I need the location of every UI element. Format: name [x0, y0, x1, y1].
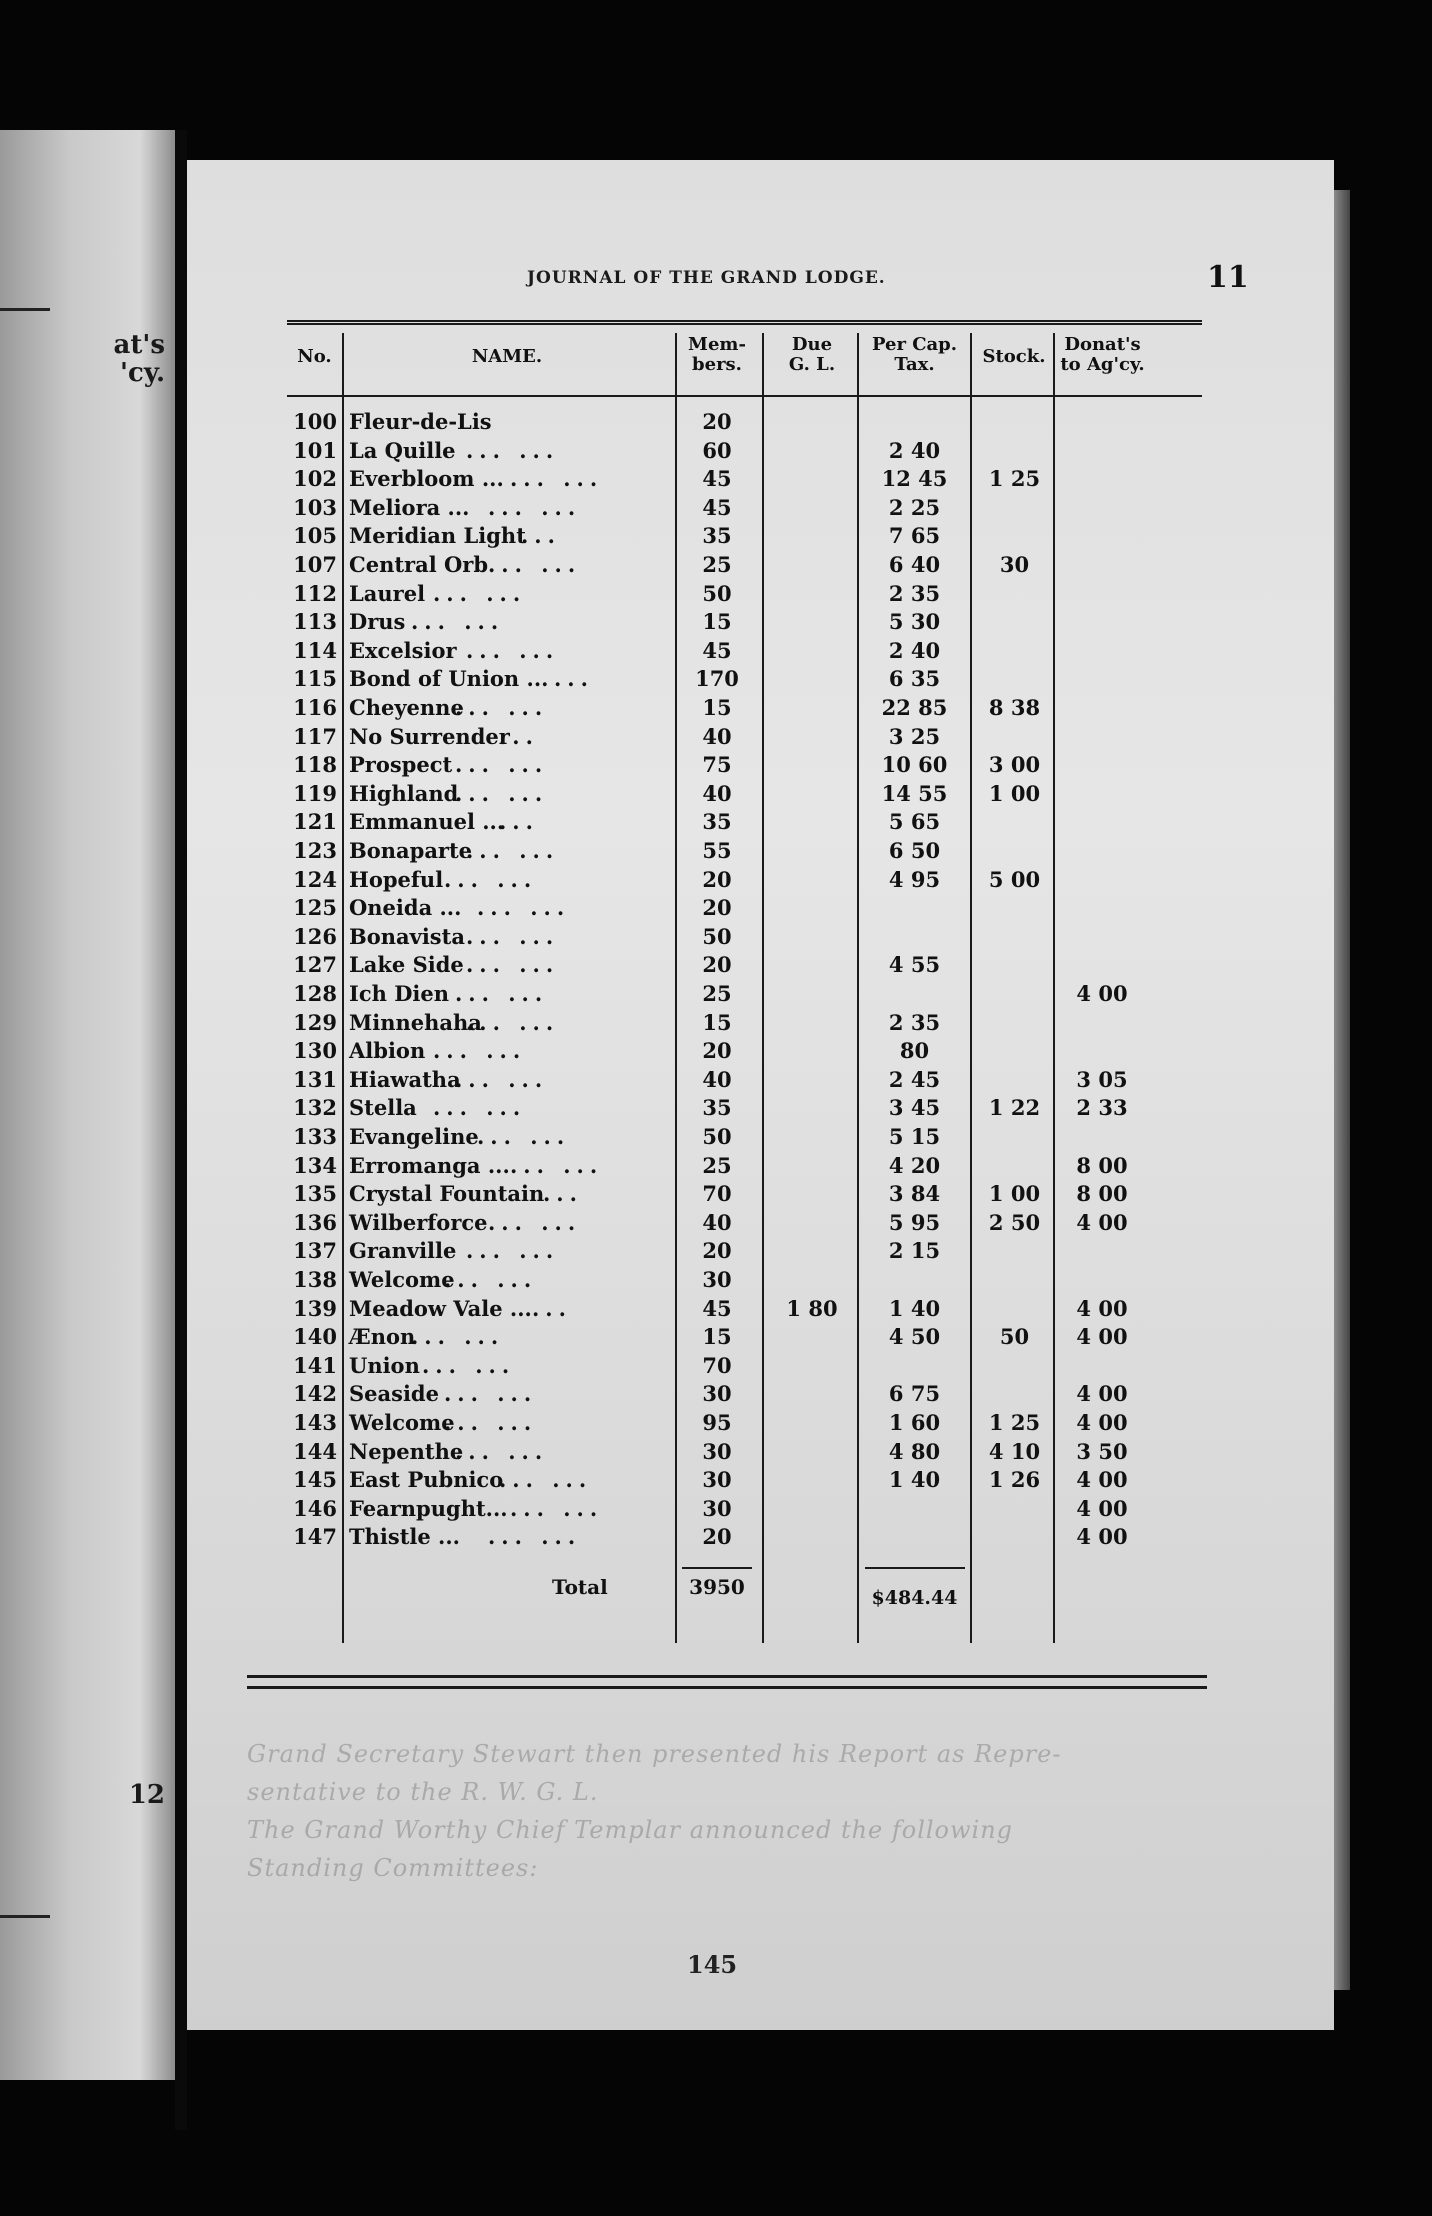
- lodge-name: Hopeful: [349, 866, 444, 892]
- leader-dots: ... ...: [477, 1124, 571, 1149]
- lodge-name: Bond of Union ...: [349, 666, 549, 692]
- stock-cell: 8 38: [988, 695, 1041, 720]
- members-cell: 35: [702, 809, 732, 835]
- members-cell: 40: [702, 780, 732, 806]
- lodge-number: 125: [293, 895, 337, 921]
- lodge-name: Drus: [349, 609, 406, 635]
- stock-cell: 1 22: [988, 1095, 1041, 1121]
- table-row: [287, 1324, 1202, 1352]
- members-cell: 55: [702, 838, 732, 863]
- stock-cell: 1 26: [988, 1467, 1041, 1493]
- members-cell: 25: [702, 981, 732, 1006]
- leader-dots: ... ...: [488, 552, 582, 577]
- header-due: [772, 335, 852, 375]
- lodge-number: 107: [293, 552, 337, 577]
- members-cell: 70: [702, 1181, 732, 1207]
- lodge-name: La Quille: [349, 437, 456, 463]
- total-label: Total: [552, 1575, 608, 1599]
- left-page-text-3: 12: [128, 1780, 165, 1810]
- header-members-line1: Mem-: [688, 334, 746, 355]
- stock-cell: 1 25: [988, 1410, 1041, 1435]
- members-cell: 30: [702, 1467, 732, 1493]
- leader-dots: ... ...: [444, 1381, 538, 1407]
- per-cap-tax-cell: 2 40: [888, 637, 941, 663]
- lodge-name: Welcome: [349, 1410, 455, 1435]
- stock-cell: 5 00: [988, 866, 1041, 892]
- table-row: [287, 752, 1202, 780]
- members-cell: 20: [702, 1524, 732, 1550]
- lodge-name: Nepenthe: [349, 1438, 464, 1464]
- members-cell: 45: [702, 466, 732, 492]
- table-row: [287, 1524, 1202, 1552]
- lodge-name: Seaside: [349, 1381, 439, 1407]
- lodge-name: Central Orb: [349, 552, 489, 577]
- leader-dots: ... ...: [444, 866, 538, 892]
- leader-dots: ... ...: [466, 952, 560, 978]
- leader-dots: ... ...: [466, 1009, 560, 1035]
- lodge-number: 136: [293, 1209, 337, 1235]
- leader-dots: ...: [543, 1181, 583, 1207]
- lodge-name: Fleur-de-Lis: [349, 409, 492, 434]
- left-page-text-1: at's: [113, 330, 165, 360]
- leader-dots: ... ...: [422, 1352, 516, 1378]
- donation-cell: 4 00: [1076, 1295, 1128, 1321]
- lodge-name: Ich Dien: [349, 981, 450, 1006]
- leader-dots: ... ...: [477, 895, 571, 921]
- lodge-number: 141: [293, 1352, 337, 1378]
- lodge-name: Stella: [349, 1095, 417, 1121]
- members-cell: 50: [702, 580, 732, 606]
- table-row: [287, 952, 1202, 980]
- lodge-number: 118: [293, 752, 337, 778]
- book-gutter: [175, 130, 187, 2130]
- table-row: [287, 609, 1202, 637]
- leader-dots: ... ...: [466, 637, 560, 663]
- lodge-number: 135: [293, 1181, 337, 1207]
- members-cell: 40: [702, 1209, 732, 1235]
- leader-dots: ... ...: [466, 1238, 560, 1264]
- lodge-number: 140: [293, 1324, 337, 1350]
- stock-cell: 2 50: [988, 1209, 1041, 1235]
- per-cap-tax-cell: 6 40: [888, 552, 941, 577]
- leader-dots: ... ...: [488, 1524, 582, 1550]
- per-cap-tax-cell: 2 45: [888, 1066, 941, 1092]
- lodge-name: Meliora ...: [349, 494, 470, 520]
- per-cap-tax-cell: 3 45: [888, 1095, 941, 1121]
- leader-dots: ... ...: [455, 981, 549, 1006]
- lodge-number: 124: [293, 866, 337, 892]
- table-row: [287, 1238, 1202, 1266]
- lodge-name: Evangeline: [349, 1124, 479, 1149]
- header-rule: [287, 395, 1202, 397]
- per-cap-tax-cell: 2 15: [888, 1238, 941, 1264]
- stock-cell: 3 00: [988, 752, 1041, 778]
- table-row: [287, 1038, 1202, 1066]
- table-row: [287, 1439, 1202, 1467]
- leader-dots: ... ...: [499, 1467, 593, 1493]
- donation-cell: 3 50: [1076, 1438, 1128, 1464]
- total-members: 3950: [689, 1575, 745, 1599]
- left-page-text-2: 'cy.: [120, 358, 165, 388]
- leader-dots: ...: [554, 666, 594, 692]
- members-cell: 60: [702, 437, 732, 463]
- lodge-name: Union: [349, 1352, 420, 1378]
- per-cap-tax-cell: 5 65: [888, 809, 941, 835]
- lodge-name: Granville: [349, 1238, 457, 1264]
- per-cap-tax-cell: 10 60: [881, 752, 948, 778]
- header-due-line2: G. L.: [788, 354, 836, 375]
- leader-dots: ... ...: [488, 494, 582, 520]
- lodge-name: Meadow Vale ...: [349, 1295, 532, 1321]
- header-donat-line2: to Ag'cy.: [1060, 354, 1145, 375]
- lodge-name: Hiawatha: [349, 1066, 461, 1092]
- left-page-rule: [0, 308, 50, 311]
- lodge-name: Minnehaha: [349, 1009, 482, 1035]
- header-tax-line2: Tax.: [894, 354, 935, 375]
- table-row: [287, 638, 1202, 666]
- table-row: [287, 867, 1202, 895]
- per-cap-tax-cell: 2 35: [888, 1009, 941, 1035]
- leader-dots: ... ...: [455, 1438, 549, 1464]
- table-row: [287, 1153, 1202, 1181]
- right-page: [187, 160, 1334, 2030]
- lodge-name: Albion: [349, 1038, 426, 1064]
- stock-cell: 4 10: [988, 1438, 1041, 1464]
- lodge-number: 126: [293, 923, 337, 949]
- per-cap-tax-cell: 4 55: [888, 952, 941, 978]
- per-cap-tax-cell: 5 30: [888, 609, 941, 635]
- lodge-number: 117: [293, 723, 337, 749]
- members-cell: 20: [702, 1238, 732, 1264]
- lodge-name: Erromanga ...: [349, 1152, 510, 1178]
- leader-dots: ... ...: [455, 752, 549, 778]
- table-row: [287, 1181, 1202, 1209]
- per-cap-tax-cell: 3 84: [888, 1181, 941, 1207]
- lodge-number: 133: [293, 1124, 337, 1149]
- leader-dots: ...: [499, 723, 539, 749]
- table-row: [287, 409, 1202, 437]
- per-cap-tax-cell: 5 95: [888, 1209, 941, 1235]
- members-cell: 95: [702, 1410, 732, 1435]
- lodge-number: 105: [293, 523, 337, 549]
- table-row: [287, 695, 1202, 723]
- header-tax: [862, 335, 967, 375]
- members-cell: 15: [702, 609, 732, 635]
- lodge-number: 102: [293, 466, 337, 492]
- stock-cell: 30: [999, 552, 1030, 577]
- lodge-number: 147: [293, 1524, 337, 1550]
- table-row: [287, 1296, 1202, 1324]
- donation-cell: 4 00: [1076, 1410, 1128, 1435]
- members-cell: 45: [702, 494, 732, 520]
- bleed-through-line-3: The Grand Worthy Chief Templar announced the following: [247, 1816, 1014, 1844]
- lodge-name: Excelsior: [349, 637, 457, 663]
- lodge-number: 127: [293, 952, 337, 978]
- lodge-name: Bonaparte: [349, 838, 473, 863]
- header-name: NAME.: [471, 346, 543, 367]
- lodge-number: 114: [293, 637, 337, 663]
- donation-cell: 8 00: [1076, 1181, 1128, 1207]
- lodge-number: 100: [293, 409, 337, 434]
- per-cap-tax-cell: 2 35: [888, 580, 941, 606]
- bleed-through-line-1: Grand Secretary Stewart then presented his Report as Repre-: [247, 1740, 1062, 1768]
- lodge-name: East Pubnico: [349, 1467, 504, 1493]
- members-cell: 20: [702, 895, 732, 921]
- lodge-number: 131: [293, 1066, 337, 1092]
- table-row: [287, 924, 1202, 952]
- per-cap-tax-cell: 4 80: [888, 1438, 941, 1464]
- total-tax: $484.44: [871, 1587, 958, 1609]
- donation-cell: 4 00: [1076, 1209, 1128, 1235]
- per-cap-tax-cell: 7 65: [888, 523, 941, 549]
- tax-sum-rule: [865, 1567, 965, 1569]
- lodge-number: 115: [293, 666, 337, 692]
- due-gl-cell: 1 80: [786, 1295, 838, 1321]
- leader-dots: ... ...: [455, 780, 549, 806]
- members-cell: 35: [702, 523, 732, 549]
- leader-dots: ... ...: [444, 1267, 538, 1292]
- members-cell: 70: [702, 1352, 732, 1378]
- leader-dots: ...: [532, 1295, 572, 1321]
- per-cap-tax-cell: 6 50: [888, 838, 941, 863]
- per-cap-tax-cell: 4 50: [888, 1324, 941, 1350]
- page-edge-shadow: [1334, 190, 1350, 1990]
- table-row: [287, 581, 1202, 609]
- leader-dots: ... ...: [411, 1324, 505, 1350]
- table-row: [287, 1496, 1202, 1524]
- header-donat: [1055, 335, 1150, 375]
- donation-cell: 2 33: [1076, 1095, 1128, 1121]
- members-cell: 40: [702, 723, 732, 749]
- lodge-name: Oneida ...: [349, 895, 462, 921]
- leader-dots: ...: [521, 523, 561, 549]
- header-members: [682, 335, 752, 375]
- table-row: [287, 781, 1202, 809]
- lodge-number: 130: [293, 1038, 337, 1064]
- table-row: [287, 1381, 1202, 1409]
- members-sum-rule: [682, 1567, 752, 1569]
- donation-cell: 4 00: [1076, 1524, 1128, 1550]
- lodge-name: Fearnpught...: [349, 1495, 508, 1521]
- left-page-rule-bottom: [0, 1915, 50, 1918]
- members-cell: 30: [702, 1495, 732, 1521]
- bleed-through-line-4: Standing Committees:: [247, 1854, 539, 1882]
- lodge-number: 123: [293, 838, 337, 863]
- table-row: [287, 1095, 1202, 1123]
- lodge-number: 128: [293, 981, 337, 1006]
- per-cap-tax-cell: 2 25: [888, 494, 941, 520]
- table-row: [287, 1067, 1202, 1095]
- per-cap-tax-cell: 6 75: [888, 1381, 941, 1407]
- per-cap-tax-cell: 80: [899, 1038, 930, 1064]
- lodge-number: 101: [293, 437, 337, 463]
- sheet-number: 145: [687, 1950, 738, 1979]
- per-cap-tax-cell: 3 25: [888, 723, 941, 749]
- table-bottom-rule: [247, 1675, 1207, 1689]
- members-cell: 15: [702, 1324, 732, 1350]
- header-tax-line1: Per Cap.: [871, 334, 958, 355]
- lodge-number: 145: [293, 1467, 337, 1493]
- leader-dots: ... ...: [433, 1038, 527, 1064]
- header-no: No.: [297, 346, 332, 367]
- members-cell: 75: [702, 752, 732, 778]
- lodge-name: Wilberforce: [349, 1209, 488, 1235]
- lodge-name: Meridian Light: [349, 523, 526, 549]
- members-cell: 25: [702, 1152, 732, 1178]
- per-cap-tax-cell: 4 95: [888, 866, 941, 892]
- table-row: [287, 895, 1202, 923]
- members-cell: 20: [702, 866, 732, 892]
- lodge-number: 121: [293, 809, 337, 835]
- members-cell: 20: [702, 1038, 732, 1064]
- table-row: [287, 466, 1202, 494]
- lodge-name: Welcome: [349, 1267, 455, 1292]
- stock-cell: 50: [999, 1324, 1030, 1350]
- donation-cell: 4 00: [1076, 1381, 1128, 1407]
- per-cap-tax-cell: 1 60: [888, 1410, 941, 1435]
- left-page-fragment: [0, 130, 175, 2080]
- members-cell: 30: [702, 1438, 732, 1464]
- members-cell: 20: [702, 409, 732, 434]
- per-cap-tax-cell: 12 45: [881, 466, 948, 492]
- leader-dots: ... ...: [510, 466, 604, 492]
- members-cell: 15: [702, 1009, 732, 1035]
- members-cell: 30: [702, 1381, 732, 1407]
- per-cap-tax-cell: 6 35: [888, 666, 941, 692]
- leader-dots: ...: [499, 809, 539, 835]
- per-cap-tax-cell: 5 15: [888, 1124, 941, 1149]
- lodge-name: Everbloom ...: [349, 466, 504, 492]
- lodge-name: Thistle ...: [349, 1524, 460, 1550]
- table-row: [287, 552, 1202, 580]
- lodge-number: 132: [293, 1095, 337, 1121]
- members-cell: 50: [702, 923, 732, 949]
- lodge-number: 129: [293, 1009, 337, 1035]
- members-cell: 45: [702, 637, 732, 663]
- stock-cell: 1 25: [988, 466, 1041, 492]
- leader-dots: ... ...: [433, 580, 527, 606]
- lodge-number: 119: [293, 780, 337, 806]
- lodge-number: 103: [293, 494, 337, 520]
- members-cell: 30: [702, 1267, 732, 1292]
- header-due-line1: Due: [791, 334, 833, 355]
- table-row: [287, 438, 1202, 466]
- lodge-name: Lake Side: [349, 952, 464, 978]
- members-cell: 15: [702, 695, 732, 720]
- lodge-name: Bonavista: [349, 923, 465, 949]
- donation-cell: 4 00: [1076, 1324, 1128, 1350]
- donation-cell: 4 00: [1076, 1495, 1128, 1521]
- table-row: [287, 1267, 1202, 1295]
- lodge-number: 138: [293, 1267, 337, 1292]
- stock-cell: 1 00: [988, 780, 1041, 806]
- leader-dots: ... ...: [455, 1066, 549, 1092]
- per-cap-tax-cell: 14 55: [881, 780, 948, 806]
- donation-cell: 4 00: [1076, 981, 1128, 1006]
- leader-dots: ... ...: [411, 609, 505, 635]
- lodge-table: [287, 320, 1202, 1655]
- leader-dots: ... ...: [510, 1495, 604, 1521]
- lodge-number: 137: [293, 1238, 337, 1264]
- donation-cell: 8 00: [1076, 1152, 1128, 1178]
- leader-dots: ... ...: [455, 695, 549, 720]
- leader-dots: ... ...: [444, 1410, 538, 1435]
- lodge-name: Highland: [349, 780, 459, 806]
- per-cap-tax-cell: 4 20: [888, 1152, 941, 1178]
- lodge-name: Emmanuel ...: [349, 809, 505, 835]
- lodge-name: Ænon: [349, 1324, 416, 1350]
- leader-dots: ... ...: [488, 1209, 582, 1235]
- lodge-number: 116: [293, 695, 337, 720]
- lodge-number: 139: [293, 1295, 337, 1321]
- lodge-number: 142: [293, 1381, 337, 1407]
- leader-dots: ... ...: [466, 437, 560, 463]
- leader-dots: ... ...: [466, 838, 560, 863]
- lodge-number: 113: [293, 609, 337, 635]
- leader-dots: ... ...: [510, 1152, 604, 1178]
- table-row: [287, 1210, 1202, 1238]
- page-number: 11: [1207, 260, 1249, 295]
- per-cap-tax-cell: 1 40: [888, 1295, 941, 1321]
- donation-cell: 4 00: [1076, 1467, 1128, 1493]
- header-members-line2: bers.: [692, 354, 742, 375]
- lodge-name: Laurel: [349, 580, 426, 606]
- members-cell: 35: [702, 1095, 732, 1121]
- table-row: [287, 1010, 1202, 1038]
- lodge-name: Crystal Fountain: [349, 1181, 545, 1207]
- per-cap-tax-cell: 2 40: [888, 437, 941, 463]
- members-cell: 170: [695, 666, 739, 692]
- donation-cell: 3 05: [1076, 1066, 1128, 1092]
- lodge-name: No Surrender: [349, 723, 510, 749]
- members-cell: 20: [702, 952, 732, 978]
- table-row: [287, 523, 1202, 551]
- table-row: [287, 981, 1202, 1009]
- table-row: [287, 1124, 1202, 1152]
- per-cap-tax-cell: 22 85: [881, 695, 948, 720]
- stock-cell: 1 00: [988, 1181, 1041, 1207]
- table-row: [287, 809, 1202, 837]
- header-donat-line1: Donat's: [1064, 334, 1141, 355]
- members-cell: 40: [702, 1066, 732, 1092]
- header-stock: Stock.: [982, 346, 1046, 367]
- table-row: [287, 838, 1202, 866]
- lodge-name: Cheyenne: [349, 695, 464, 720]
- running-head: JOURNAL OF THE GRAND LODGE.: [527, 268, 886, 288]
- table-row: [287, 666, 1202, 694]
- table-row: [287, 1410, 1202, 1438]
- leader-dots: ... ...: [466, 923, 560, 949]
- lodge-number: 134: [293, 1152, 337, 1178]
- bleed-through-line-2: sentative to the R. W. G. L.: [247, 1778, 599, 1806]
- table-row: [287, 1467, 1202, 1495]
- members-cell: 45: [702, 1295, 732, 1321]
- members-cell: 50: [702, 1124, 732, 1149]
- table-row: [287, 495, 1202, 523]
- leader-dots: ... ...: [433, 1095, 527, 1121]
- lodge-number: 112: [293, 580, 337, 606]
- lodge-number: 146: [293, 1495, 337, 1521]
- lodge-number: 144: [293, 1438, 337, 1464]
- members-cell: 25: [702, 552, 732, 577]
- table-row: [287, 724, 1202, 752]
- table-row: [287, 1353, 1202, 1381]
- lodge-number: 143: [293, 1410, 337, 1435]
- lodge-name: Prospect: [349, 752, 453, 778]
- per-cap-tax-cell: 1 40: [888, 1467, 941, 1493]
